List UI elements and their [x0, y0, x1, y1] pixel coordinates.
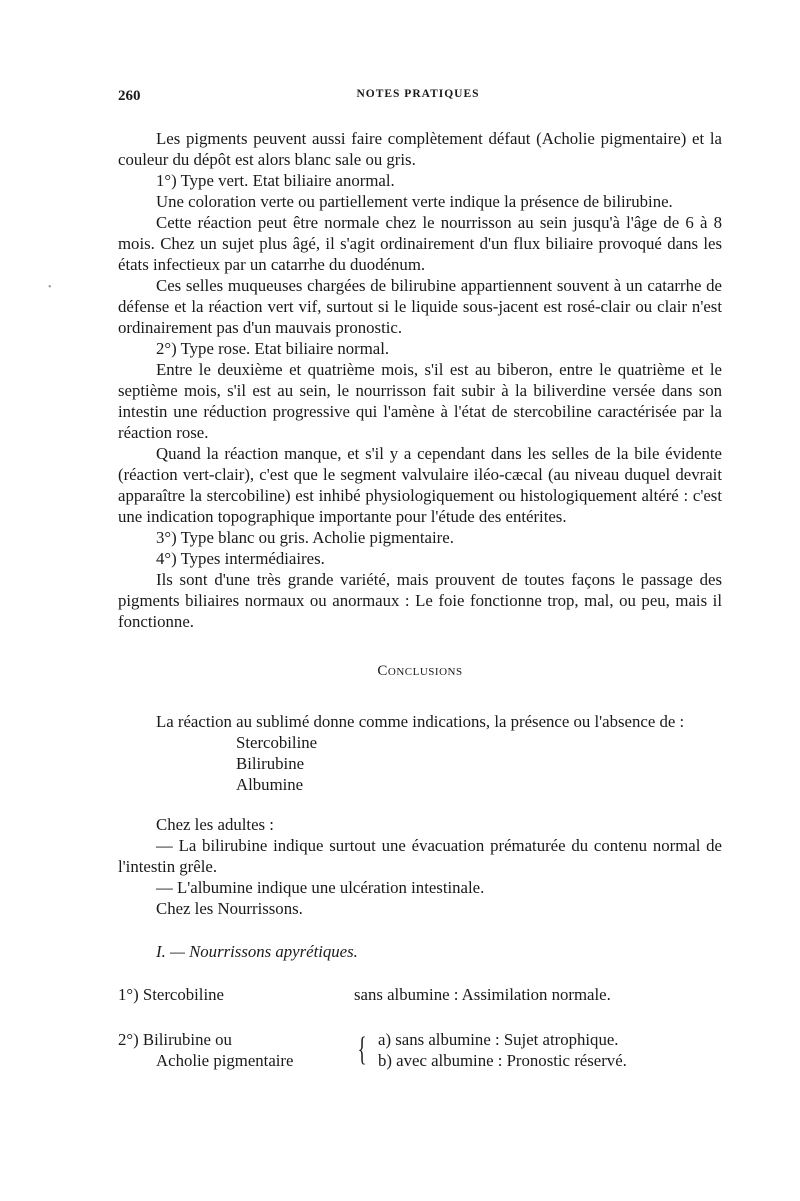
type-blanc-heading: 3°) Type blanc ou gris. Acholie pigmentaire. — [156, 528, 454, 547]
paragraph-selles-muqueuses: Ces selles muqueuses chargées de bilirubine appartiennent souvent à un catarrhe de défense et la réaction vert vif, surtout si le liquide sous-jacent est rosé-clair ou clair n'est ordinairement pas d'un mauvais pronostic. — [118, 276, 722, 337]
section-nourrissons-apyretiques — [118, 941, 722, 962]
conclusions-intro: La réaction au sublimé donne comme indications, la présence ou l'absence de : — [156, 712, 685, 731]
result-sans-albumine: a) sans albumine : Sujet atrophique. — [378, 1030, 619, 1049]
indication-item: Bilirubine — [236, 754, 305, 773]
result-avec-albumine: b) avec albumine : Pronostic réservé. — [378, 1051, 627, 1070]
paragraph-stercobiline: Entre le deuxième et quatrième mois, s'il est au biberon, entre le quatrième et le septième mois, s'il est au sein, le nourrisson fait subir à la biliverdine versée dans son intestin une réduction progressive qui l'amène à l'état de stercobiline caractérisée par la réaction rose. — [118, 360, 722, 442]
paragraph-variete: Ils sont d'une très grande variété, mais prouvent de toutes façons le passage des pigments biliaires normaux ou anormaux : Le foie fonctionne trop, mal, ou peu, mais il fonctionne. — [118, 570, 722, 631]
margin-spot-icon: • — [48, 282, 52, 293]
page-number: 260 — [118, 88, 141, 104]
item-bilirubine-label-line1: 2°) Bilirubine ou — [118, 1030, 232, 1049]
adults-albumine: — L'albumine indique une ulcération intestinale. — [156, 878, 485, 897]
indications-list — [236, 732, 722, 795]
paragraph-reaction-manque: Quand la réaction manque, et s'il y a cependant dans les selles de la bile évidente (réaction vert-clair), c'est que le segment valvulaire iléo-cæcal (au niveau duquel devrait apparaître la stercobiline) est inhibé physiologiquement ou histologiquement altéré : c'est une indication topographique importante pour l'étude des entérites. — [118, 444, 722, 526]
page-body — [118, 128, 722, 1071]
item-bilirubine-label — [118, 1029, 354, 1071]
indication-item: Stercobiline — [236, 733, 318, 752]
paragraph-reaction-normale: Cette réaction peut être normale chez le nourrisson au sein jusqu'à l'âge de 6 à 8 mois. Chez un sujet plus âgé, il s'agit ordinairement d'un flux biliaire provoqué dans les états infectieux par un catarrhe du duodénum. — [118, 213, 722, 274]
section-text: I. — Nourrissons apyrétiques. — [156, 942, 358, 961]
type-vert-heading: 1°) Type vert. Etat biliaire anormal. — [156, 171, 395, 190]
item-stercobiline-label: 1°) Stercobiline — [118, 985, 224, 1004]
adults-bilirubine: — La bilirubine indique surtout une évacuation prématurée du contenu normal de l'intestin grêle. — [118, 836, 722, 876]
adults-label: Chez les adultes : — [156, 815, 274, 834]
item-stercobiline — [118, 984, 722, 1005]
types-intermediaires-heading: 4°) Types intermédiaires. — [156, 549, 325, 568]
item-bilirubine — [118, 1029, 722, 1071]
paragraph-coloration-verte: Une coloration verte ou partiellement verte indique la présence de bilirubine. — [156, 192, 673, 211]
indication-item: Albumine — [236, 775, 304, 794]
infants-label: Chez les Nourrissons. — [156, 899, 303, 918]
item-bilirubine-results — [378, 1029, 627, 1071]
item-stercobiline-result: sans albumine : Assimilation normale. — [354, 985, 611, 1004]
page-header — [118, 88, 718, 108]
item-bilirubine-label-line2: Acholie pigmentaire — [156, 1051, 294, 1070]
type-rose-heading: 2°) Type rose. Etat biliaire normal. — [156, 339, 390, 358]
running-title: NOTES PRATIQUES — [356, 88, 480, 100]
conclusions-heading: Conclusions — [377, 663, 463, 679]
paragraph-acholie: Les pigments peuvent aussi faire complètement défaut (Acholie pigmentaire) et la couleur du dépôt est alors blanc sale ou gris. — [118, 129, 722, 169]
brace-icon: { — [357, 1031, 367, 1068]
